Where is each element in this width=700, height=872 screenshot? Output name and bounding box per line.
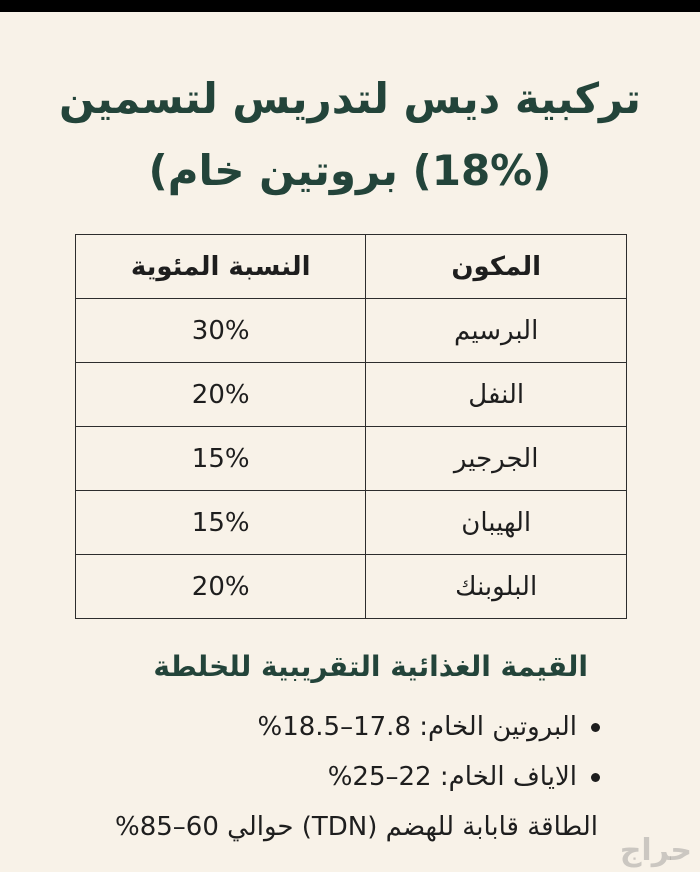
composition-table bbox=[75, 234, 627, 619]
list-item bbox=[328, 762, 600, 792]
bullet-text: الاياف الخام: 22–25% bbox=[327, 762, 577, 792]
cell-component: البلوبنك bbox=[366, 555, 627, 619]
cell-percentage: 20% bbox=[76, 555, 366, 619]
table-row bbox=[76, 491, 627, 555]
page-title-line2: (18%) بروتين خام) bbox=[148, 146, 552, 195]
bullet-icon bbox=[591, 773, 600, 782]
header-percentage: النسبة المئوية bbox=[76, 235, 366, 299]
table-header-row bbox=[76, 235, 627, 299]
page-title: تركبية ديس لتدريس لتسمين bbox=[59, 74, 641, 123]
header-component: المكون bbox=[366, 235, 627, 299]
nutrition-subtitle: القيمة الغذائية التقريبية للخلطة bbox=[153, 650, 588, 683]
top-status-bar bbox=[0, 0, 700, 12]
energy-line: الطاقة قابابة للهضم (TDN) حوالي 60–85% bbox=[114, 812, 598, 842]
cell-component: النفل bbox=[366, 363, 627, 427]
cell-percentage: 15% bbox=[76, 427, 366, 491]
bullet-text: البروتين الخام: 17.8–18.5% bbox=[257, 712, 577, 742]
cell-percentage: 15% bbox=[76, 491, 366, 555]
list-item bbox=[257, 712, 600, 742]
cell-component: البرسيم bbox=[366, 299, 627, 363]
watermark-logo: حراج bbox=[619, 833, 692, 868]
cell-component: الهيبان bbox=[366, 491, 627, 555]
table-row bbox=[76, 427, 627, 491]
table-row bbox=[76, 363, 627, 427]
bullet-icon bbox=[591, 723, 600, 732]
table-row bbox=[76, 555, 627, 619]
cell-percentage: 30% bbox=[76, 299, 366, 363]
table-row bbox=[76, 299, 627, 363]
cell-component: الجرجير bbox=[366, 427, 627, 491]
cell-percentage: 20% bbox=[76, 363, 366, 427]
